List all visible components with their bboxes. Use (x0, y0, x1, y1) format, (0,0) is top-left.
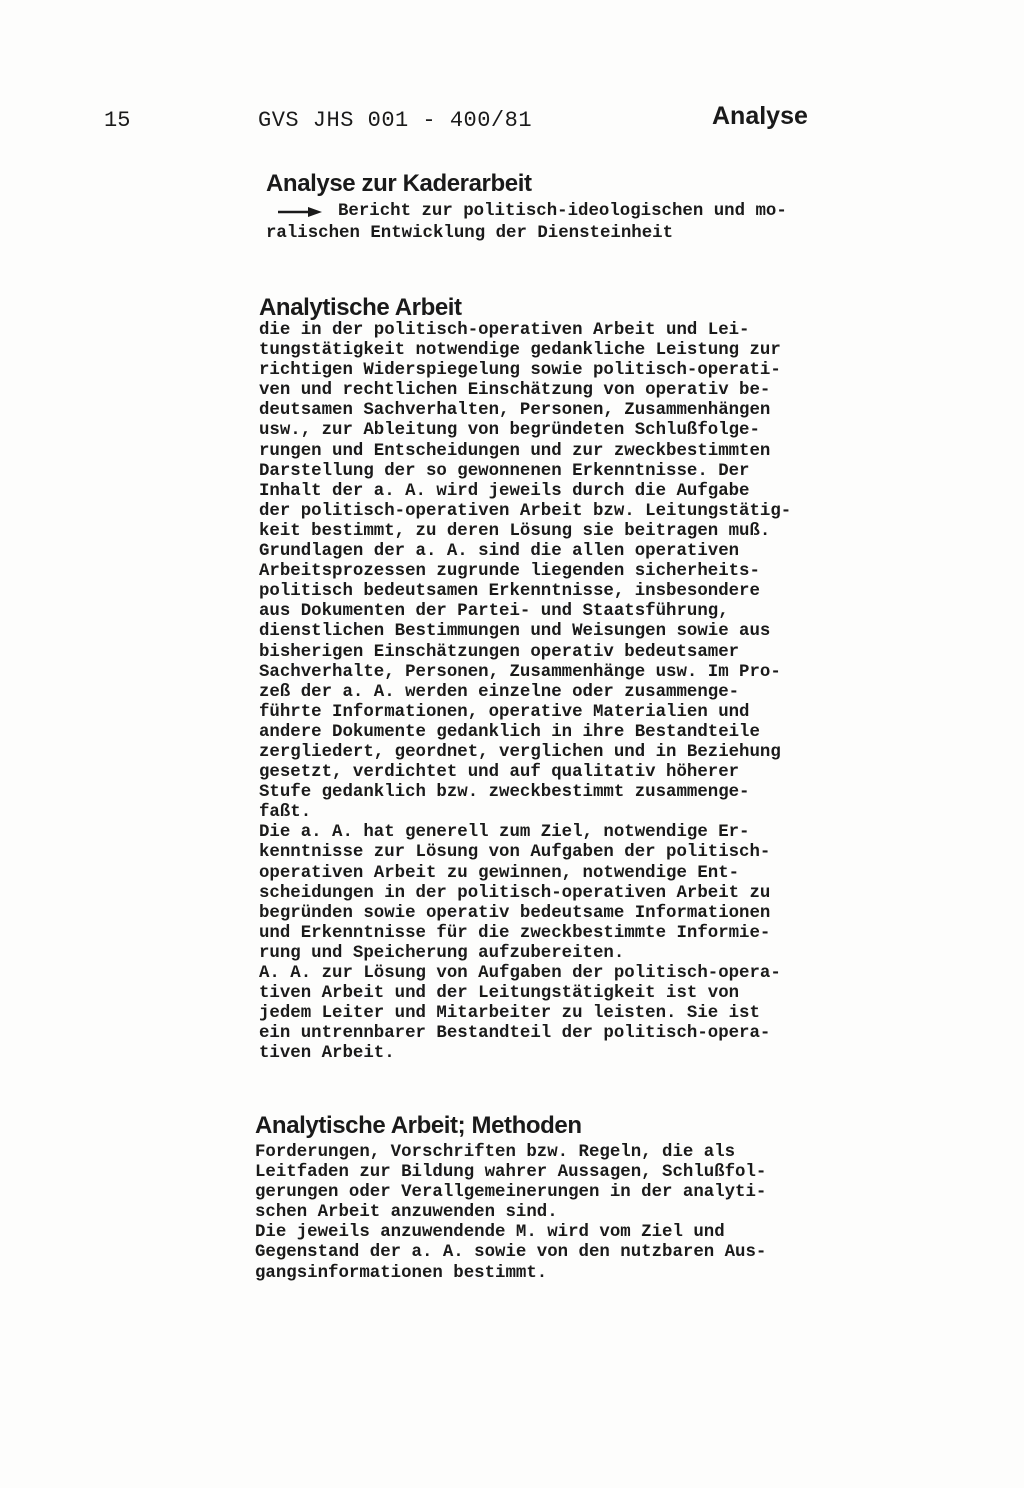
page-header (0, 102, 1024, 140)
page-number: 15 (104, 108, 131, 133)
entry-heading-analytische-arbeit: Analytische Arbeit (259, 294, 462, 321)
entry-heading-analyse-zur-kaderarbeit: Analyse zur Kaderarbeit (266, 170, 532, 197)
header-keyword: Analyse (712, 102, 808, 130)
cross-reference (266, 202, 898, 246)
entry-body-analytische-arbeit-methoden: Forderungen, Vorschriften bzw. Regeln, die als Leitfaden zur Bildung wahrer Aussagen, Schlußfol- gerungen oder Verallgemeinerungen in der analyti- schen Arbeit anzuwenden sind. Die jeweils anzuwendende M. wird vom Ziel und Gegenstand der a. A. sowie von den nutzbaren Aus- gangsinformationen bestimmt. (255, 1143, 767, 1283)
entry-heading-analytische-arbeit-methoden: Analytische Arbeit; Methoden (255, 1112, 582, 1139)
cross-reference-text-line-2: ralischen Entwicklung der Diensteinheit (266, 224, 674, 243)
arrow-right-icon (278, 206, 322, 218)
entry-body-analytische-arbeit: die in der politisch-operativen Arbeit und Lei- tungstätigkeit notwendige gedankliche Leistung zur richtigen Widerspiegelung sowie politisch-operati- ven und rechtlichen Einschätzung von operativ be- deutsamen Sachverhalten, Personen, Zusammenhängen usw., zur Ableitung von begründeten Schlußfolge- rungen und Entscheidungen und zur zweckbestimmten Darstellung der so gewonnenen Erkenntnisse. Der Inhalt der a. A. wird jeweils durch die Aufgabe der politisch-operativen Arbeit bzw. Leitungstätig- keit bestimmt, zu deren Lösung sie beitragen muß. Grundlagen der a. A. sind die allen operativen Arbeitsprozessen zugrunde liegenden sicherheits- politisch bedeutsamen Erkenntnisse, insbesondere aus Dokumenten der Partei- und Staatsführung, dienstlichen Bestimmungen und Weisungen sowie aus bisherigen Einschätzungen operativ bedeutsamer Sachverhalte, Personen, Zusammenhänge usw. Im Pro- zeß der a. A. werden einzelne oder zusammenge- führte Informationen, operative Materialien und andere Dokumente gedanklich in ihre Bestandteile zergliedert, geordnet, verglichen und in Beziehung gesetzt, verdichtet und auf qualitativ höherer Stufe gedanklich bzw. zweckbestimmt zusammenge- faßt. Die a. A. hat generell zum Ziel, notwendige Er- kenntnisse zur Lösung von Aufgaben der politisch- operativen Arbeit zu gewinnen, notwendige Ent- scheidungen in der politisch-operativen Arbeit zu begründen sowie operativ bedeutsame Informationen und Erkenntnisse für die zweckbestimmte Informie- rung und Speicherung aufzubereiten. A. A. zur Lösung von Aufgaben der politisch-opera- tiven Arbeit und der Leitungstätigkeit ist von jedem Leiter und Mitarbeiter zu leisten. Sie ist ein untrennbarer Bestandteil der politisch-opera- tiven Arbeit. (259, 321, 792, 1064)
document-reference: GVS JHS 001 - 400/81 (258, 108, 533, 133)
cross-reference-text-line-1: Bericht zur politisch-ideologischen und mo- (338, 202, 787, 221)
